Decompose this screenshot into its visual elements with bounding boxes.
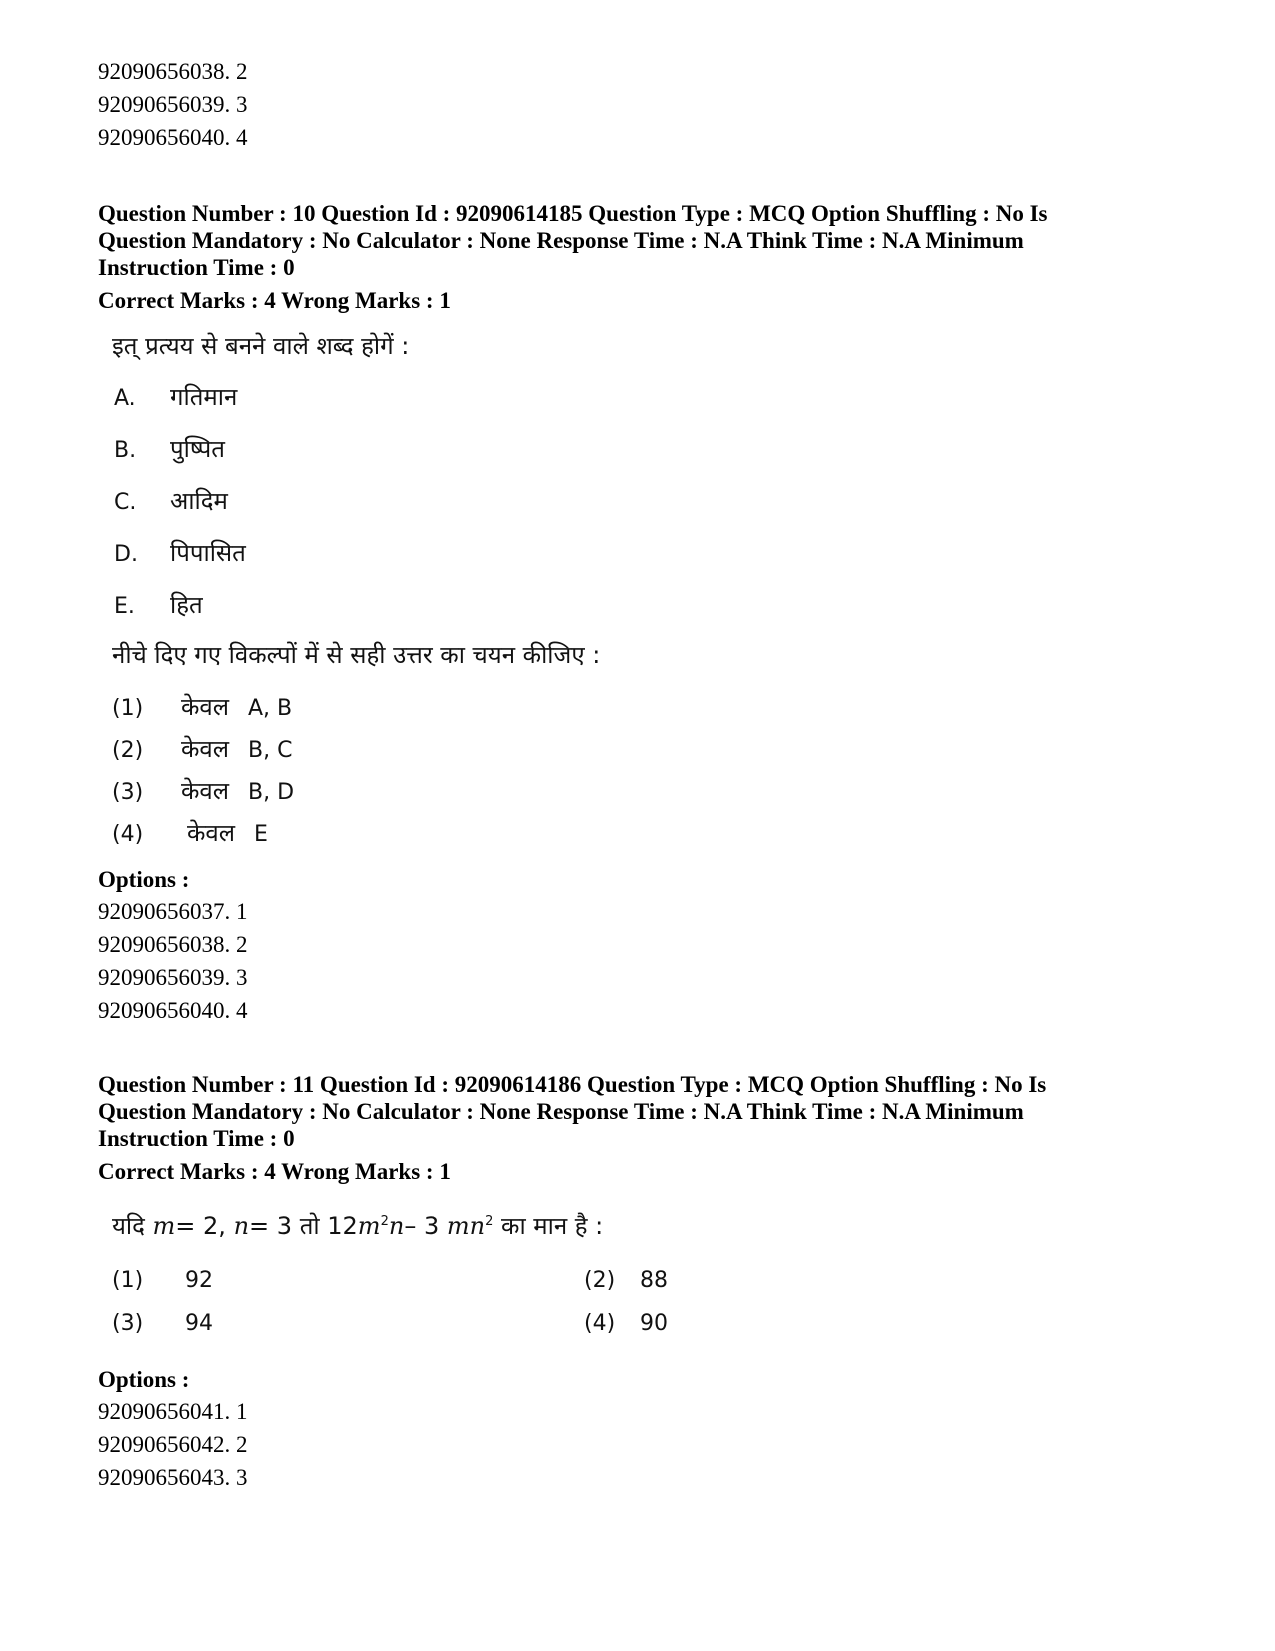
choice-number: (3)	[112, 1311, 144, 1336]
math-exp: 2	[380, 1214, 389, 1229]
option-line: 92090656038. 2	[98, 932, 248, 957]
question-11-meta-line1: Question Number : 11 Question Id : 92090614186 Question Type : MCQ Option Shuffling : No Is	[98, 1072, 1047, 1097]
choice-value: A, B	[248, 696, 293, 721]
item-text: पुष्पित	[170, 435, 225, 463]
question-10-meta-line3: Instruction Time : 0	[98, 255, 295, 280]
option-line: 92090656039. 3	[98, 965, 248, 990]
question-10-marks: Correct Marks : 4 Wrong Marks : 1	[98, 288, 451, 313]
math-eq: = 2,	[175, 1212, 226, 1240]
math-eq: = 3	[249, 1212, 293, 1240]
item-label: B.	[114, 438, 137, 463]
choice-value: E	[254, 822, 268, 847]
question-10-meta-line2: Question Mandatory : No Calculator : None Response Time : N.A Think Time : N.A Minimum	[98, 228, 1024, 253]
question-11-marks: Correct Marks : 4 Wrong Marks : 1	[98, 1159, 451, 1184]
question-10-stem: इत् प्रत्यय से बनने वाले शब्द होगें :	[112, 332, 410, 360]
choice-number: (1)	[112, 696, 144, 721]
question-10-meta-line1: Question Number : 10 Question Id : 92090614185 Question Type : MCQ Option Shuffling : No Is	[98, 201, 1048, 226]
question-11-meta-line2: Question Mandatory : No Calculator : None Response Time : N.A Think Time : N.A Minimum	[98, 1099, 1024, 1124]
item-text: गतिमान	[170, 383, 238, 411]
choice-value: 92	[185, 1268, 213, 1293]
item-label: D.	[114, 542, 138, 567]
math-var-m: m	[446, 1212, 470, 1240]
item-label: E.	[114, 594, 135, 619]
option-line: 92090656040. 4	[98, 998, 248, 1023]
choice-word: केवल	[181, 777, 230, 805]
stem-prefix: यदि	[112, 1212, 145, 1240]
math-var-n: n	[233, 1212, 250, 1240]
choice-value: B, D	[248, 780, 295, 805]
stem-to: तो	[299, 1212, 320, 1240]
choice-word: केवल	[181, 693, 230, 721]
math-exp: 2	[485, 1214, 494, 1229]
options-heading: Options :	[98, 1367, 190, 1392]
option-line: 92090656042. 2	[98, 1432, 248, 1457]
question-11-stem	[112, 1207, 603, 1241]
choice-number: (2)	[112, 738, 144, 763]
option-line: 92090656038. 2	[98, 59, 248, 84]
item-text: पिपासित	[170, 539, 246, 567]
choice-word: केवल	[187, 819, 236, 847]
option-line: 92090656041. 1	[98, 1399, 248, 1424]
option-line: 92090656043. 3	[98, 1465, 248, 1490]
math-var-n: n	[469, 1212, 486, 1240]
choice-value: 90	[640, 1311, 668, 1336]
stem-suffix: का मान है :	[501, 1212, 604, 1240]
math-var-m: m	[357, 1212, 381, 1240]
item-text: आदिम	[170, 487, 228, 515]
choice-number: (4)	[112, 822, 144, 847]
item-label: C.	[114, 490, 137, 515]
choice-value: 88	[640, 1268, 668, 1293]
option-line: 92090656040. 4	[98, 125, 248, 150]
item-text: हित	[170, 591, 203, 619]
choice-word: केवल	[181, 735, 230, 763]
choice-value: B, C	[248, 738, 293, 763]
option-line: 92090656039. 3	[98, 92, 248, 117]
options-heading: Options :	[98, 867, 190, 892]
choice-value: 94	[185, 1311, 213, 1336]
question-11-meta-line3: Instruction Time : 0	[98, 1126, 295, 1151]
math-var-n: n	[388, 1212, 405, 1240]
math-var-m: m	[152, 1212, 176, 1240]
choice-number: (3)	[112, 780, 144, 805]
item-label: A.	[114, 386, 136, 411]
math-minus: – 3	[404, 1212, 440, 1240]
math-coef: 12	[327, 1212, 358, 1240]
choice-number: (2)	[584, 1268, 616, 1293]
question-10-instruction: नीचे दिए गए विकल्पों में से सही उत्तर का चयन कीजिए :	[112, 641, 601, 669]
choice-number: (1)	[112, 1268, 144, 1293]
option-line: 92090656037. 1	[98, 899, 248, 924]
choice-number: (4)	[584, 1311, 616, 1336]
